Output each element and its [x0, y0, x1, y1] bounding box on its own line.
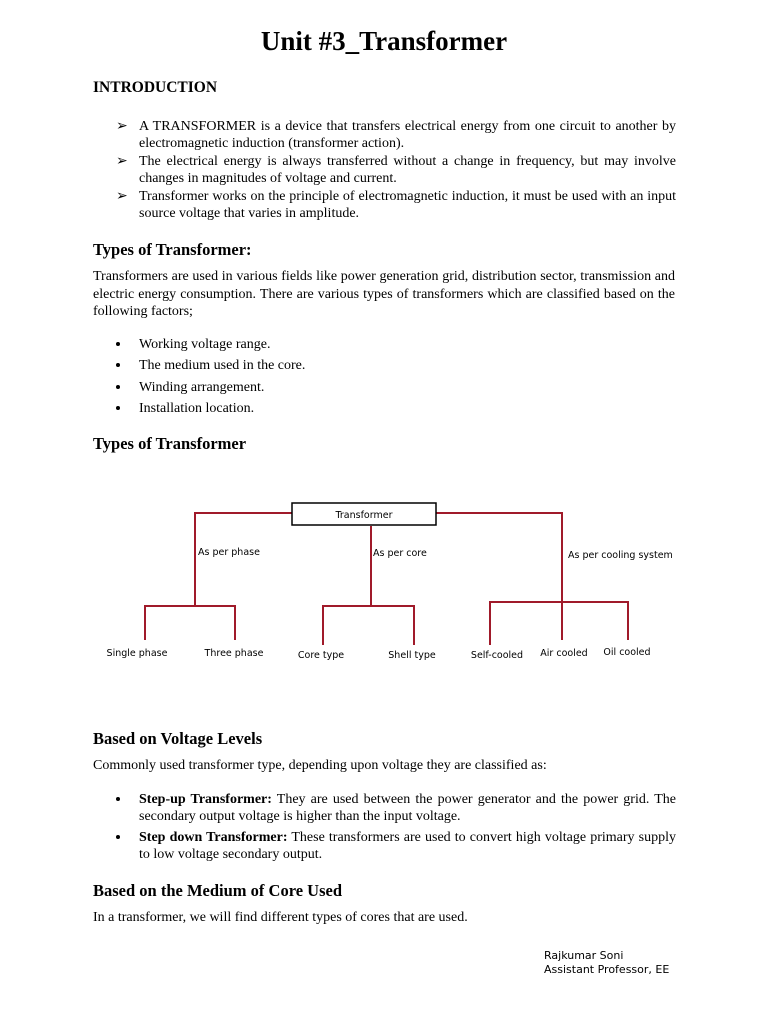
types-heading: Types of Transformer: [93, 240, 252, 259]
intro-item: ➢ A TRANSFORMER is a device that transfers electrical energy from one circuit to another by electromagnetic induction (transformer action). [116, 119, 676, 151]
voltage-term: Step down Transformer: [139, 830, 288, 845]
bullet-icon [116, 797, 120, 801]
branch-label-phase: As per phase [198, 547, 260, 558]
arrow-bullet-icon: ➢ [116, 119, 128, 134]
bullet-icon [116, 835, 120, 839]
leaf-three-phase: Three phase [204, 648, 264, 659]
transformer-classification-diagram [0, 490, 768, 680]
intro-heading: INTRODUCTION [93, 79, 218, 96]
core-heading: Based on the Medium of Core Used [93, 881, 343, 900]
voltage-desc: They are used between the power generator and the power grid. The secondary output voltage is higher than the input voltage. [139, 792, 676, 824]
diagram-heading: Types of Transformer [93, 434, 247, 453]
signature-role: Assistant Professor, EE [544, 963, 670, 976]
voltage-term: Step-up Transformer: [139, 792, 272, 807]
leaf-air-cooled: Air cooled [540, 648, 588, 659]
signature-name: Rajkumar Soni [544, 949, 624, 962]
core-intro: In a transformer, we will find different types of cores that are used. [93, 910, 468, 925]
bullet-icon [116, 342, 120, 346]
tree-lines [145, 512, 628, 645]
intro-item: ➢ The electrical energy is always transferred without a change in frequency, but may involve changes in magnitudes of voltage and current. [116, 154, 676, 186]
branch-label-core: As per core [373, 548, 427, 559]
arrow-bullet-icon: ➢ [116, 189, 128, 204]
voltage-desc: These transformers are used to convert high voltage primary supply to low voltage secondary output. [139, 830, 676, 862]
root-node-label: Transformer [335, 510, 393, 521]
bullet-icon [116, 385, 120, 389]
leaf-self-cooled: Self-cooled [470, 650, 524, 661]
leaf-core-type: Core type [297, 650, 345, 661]
signature-block [544, 949, 669, 977]
voltage-heading: Based on Voltage Levels [93, 729, 263, 748]
page-title: Unit #3_Transformer [260, 26, 508, 56]
types-paragraph: Transformers are used in various fields like power generation grid, distribution sector, transmission and electric energy consumption. There are various types of transformers which are classified based on the following factors; [93, 269, 675, 319]
leaf-shell-type: Shell type [388, 650, 436, 661]
bullet-icon [116, 406, 120, 410]
voltage-intro: Commonly used transformer type, depending upon voltage they are classified as: [93, 758, 547, 773]
leaf-single-phase: Single phase [106, 648, 168, 659]
intro-item: ➢ Transformer works on the principle of electromagnetic induction, it must be used with an input source voltage that varies in amplitude. [116, 189, 676, 221]
leaf-oil-cooled: Oil cooled [603, 647, 651, 658]
branch-label-cooling: As per cooling system [568, 550, 673, 561]
arrow-bullet-icon: ➢ [116, 154, 128, 169]
bullet-icon [116, 363, 120, 367]
